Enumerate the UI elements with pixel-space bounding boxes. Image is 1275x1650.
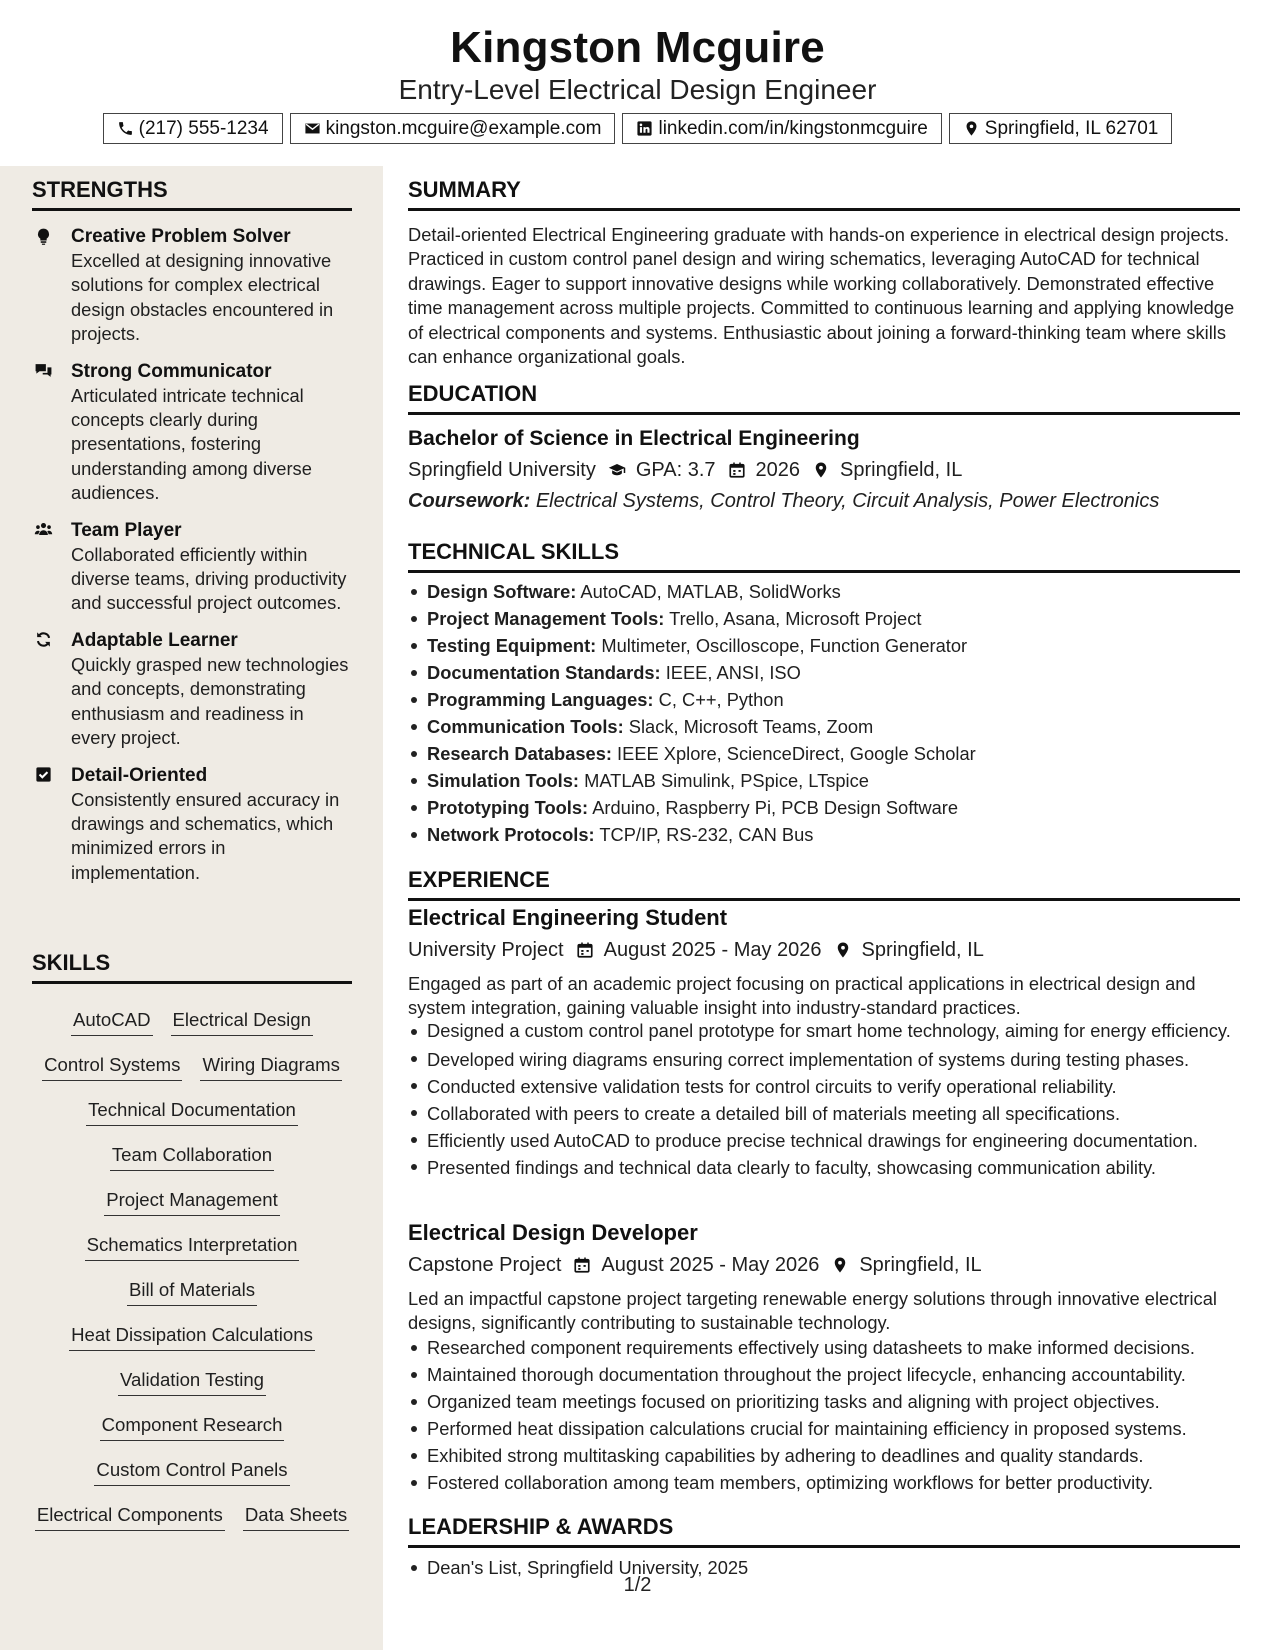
strength-title: Team Player — [71, 519, 182, 541]
list-item: Simulation Tools: MATLAB Simulink, PSpice, LTspice — [408, 767, 1240, 794]
degree-title: Bachelor of Science in Electrical Engineering — [408, 427, 860, 450]
skill-tag: Validation Testing — [118, 1363, 266, 1408]
contact-phone-text: (217) 555-1234 — [138, 117, 269, 139]
skill-tag: Wiring Diagrams — [200, 1048, 341, 1093]
job-title: Electrical Engineering Student — [408, 905, 728, 930]
contact-location-text: Springfield, IL 62701 — [984, 117, 1159, 139]
contact-bar — [0, 113, 1275, 144]
contact-linkedin — [622, 113, 941, 144]
list-item: Testing Equipment: Multimeter, Oscilloscope, Function Generator — [408, 632, 1240, 659]
page-number: 1/2 — [623, 1574, 652, 1596]
job-org: University Project — [408, 939, 564, 961]
gpa: GPA: 3.7 — [635, 459, 716, 481]
candidate-title: Entry-Level Electrical Design Engineer — [398, 74, 877, 105]
job-summary: Engaged as part of an academic project focusing on practical applications in electrical design and system integration, gaining valuable insight into industry-standard practices. — [408, 973, 1196, 1019]
summary-heading: SUMMARY — [408, 176, 1240, 211]
checkbox-icon — [34, 765, 53, 784]
list-item: Performed heat dissipation calculations crucial for maintaining efficiency in proposed systems. — [408, 1415, 1240, 1442]
list-item: Efficiently used AutoCAD to produce precise technical drawings for engineering documentation. — [408, 1127, 1240, 1154]
calendar-icon — [728, 461, 746, 479]
school-name: Springfield University — [408, 459, 596, 481]
calendar-icon — [576, 941, 594, 959]
experience-heading: EXPERIENCE — [408, 866, 1240, 901]
skills-heading: SKILLS — [32, 949, 352, 984]
list-item: Project Management Tools: Trello, Asana, Microsoft Project — [408, 605, 1240, 632]
list-item: Prototyping Tools: Arduino, Raspberry Pi, PCB Design Software — [408, 794, 1240, 821]
list-item: Exhibited strong multitasking capabilities by adhering to deadlines and quality standards. — [408, 1442, 1240, 1469]
school-location: Springfield, IL — [840, 459, 963, 481]
skill-tag: Component Research — [100, 1408, 285, 1453]
list-item: Network Protocols: TCP/IP, RS-232, CAN Bus — [408, 821, 1240, 848]
skill-tag: Team Collaboration — [110, 1138, 274, 1183]
list-item: Maintained thorough documentation throughout the project lifecycle, enhancing accountability. — [408, 1361, 1240, 1388]
sync-icon — [34, 630, 53, 649]
skill-tag: Schematics Interpretation — [85, 1228, 300, 1273]
contact-location — [949, 113, 1173, 144]
job-dates: August 2025 - May 2026 — [603, 939, 822, 961]
coursework-list: Electrical Systems, Control Theory, Circuit Analysis, Power Electronics — [535, 490, 1160, 512]
strength-desc: Consistently ensured accuracy in drawings and schematics, which minimized errors in implementation. — [71, 788, 340, 883]
summary-text: Detail-oriented Electrical Engineering graduate with hands-on experience in electrical design projects. Practiced in custom control panel design and wiring schematics, leveraging AutoCAD for technical drawings. Eager to support innovative designs while working collaboratively. Demonstrated effective time management across multiple projects. Committed to continuous learning and applying knowledge of electrical components and systems. Enthusiastic about joining a forward-thinking team where skills can enhance organizational goals. — [408, 224, 1235, 368]
list-item: Fostered collaboration among team members, optimizing workflows for better productivity. — [408, 1469, 1240, 1496]
strength-title: Detail-Oriented — [71, 764, 208, 786]
list-item: Research Databases: IEEE Xplore, ScienceDirect, Google Scholar — [408, 740, 1240, 767]
skill-tag: Technical Documentation — [86, 1093, 298, 1138]
strengths-heading: STRENGTHS — [32, 176, 352, 211]
education-heading: EDUCATION — [408, 380, 1240, 415]
list-item: Presented findings and technical data clearly to faculty, showcasing communication ability. — [408, 1154, 1240, 1181]
job-meta — [408, 1251, 982, 1279]
skill-tag: Bill of Materials — [127, 1273, 257, 1318]
skill-tag: Electrical Design — [171, 1003, 313, 1048]
strength-title: Strong Communicator — [71, 360, 272, 382]
map-pin-icon — [834, 941, 852, 959]
linkedin-icon — [636, 120, 653, 137]
list-item: Developed wiring diagrams ensuring correct implementation of systems during testing phases. — [408, 1046, 1240, 1073]
comments-icon — [34, 361, 53, 380]
phone-icon — [117, 120, 134, 137]
job-title: Electrical Design Developer — [408, 1220, 698, 1245]
job-org: Capstone Project — [408, 1254, 562, 1276]
skill-tag: AutoCAD — [71, 1003, 153, 1048]
skill-tag: Project Management — [104, 1183, 280, 1228]
job-bullets — [408, 1334, 1240, 1496]
strength-title: Creative Problem Solver — [71, 226, 291, 247]
strength-title: Adaptable Learner — [71, 629, 238, 651]
map-pin-icon — [963, 120, 980, 137]
skill-tag: Custom Control Panels — [94, 1453, 289, 1498]
list-item: Documentation Standards: IEEE, ANSI, ISO — [408, 659, 1240, 686]
strength-item — [32, 224, 352, 347]
job-dates: August 2025 - May 2026 — [601, 1254, 820, 1276]
coursework — [408, 487, 1159, 515]
list-item: Programming Languages: C, C++, Python — [408, 686, 1240, 713]
education-meta — [408, 456, 962, 484]
skill-tag: Data Sheets — [243, 1498, 349, 1543]
list-item: Collaborated with peers to create a detailed bill of materials meeting all specifications. — [408, 1100, 1240, 1127]
lightbulb-icon — [34, 227, 53, 246]
strength-desc: Collaborated efficiently within diverse teams, driving productivity and successful project outcomes. — [71, 543, 347, 614]
contact-phone — [103, 113, 283, 144]
users-icon — [34, 520, 53, 539]
contact-email — [290, 113, 616, 144]
strengths-list — [32, 224, 352, 897]
envelope-icon — [304, 120, 321, 137]
graduation-cap-icon — [608, 461, 626, 479]
list-item: Design Software: AutoCAD, MATLAB, SolidWorks — [408, 578, 1240, 605]
strength-item — [32, 518, 352, 616]
skills-tags — [32, 1003, 352, 1543]
list-item: Researched component requirements effectively using datasheets to make informed decisions. — [408, 1334, 1240, 1361]
list-item: Conducted extensive validation tests for control circuits to verify operational reliability. — [408, 1073, 1240, 1100]
strength-desc: Quickly grasped new technologies and concepts, demonstrating enthusiasm and readiness in every project. — [71, 653, 349, 749]
map-pin-icon — [812, 461, 830, 479]
list-item: Designed a custom control panel prototype for smart home technology, aiming for energy efficiency. — [408, 1019, 1240, 1046]
job-summary: Led an impactful capstone project targeting renewable energy solutions through innovative electrical designs, significantly contributing to sustainable technology. — [408, 1288, 1217, 1334]
map-pin-icon — [831, 1256, 849, 1274]
skill-tag: Heat Dissipation Calculations — [69, 1318, 315, 1363]
list-item: Communication Tools: Slack, Microsoft Teams, Zoom — [408, 713, 1240, 740]
job-meta — [408, 936, 984, 964]
leadership-heading: LEADERSHIP & AWARDS — [408, 1513, 1240, 1548]
job-location: Springfield, IL — [859, 1254, 982, 1276]
contact-linkedin-text: linkedin.com/in/kingstonmcguire — [658, 117, 928, 139]
strength-desc: Excelled at designing innovative solutions for complex electrical design obstacles encountered in projects. — [71, 250, 334, 345]
strength-item — [32, 763, 352, 886]
calendar-icon — [573, 1256, 591, 1274]
job-bullets — [408, 1019, 1240, 1181]
list-item: Dean's List, Springfield University, 2025 — [408, 1554, 1240, 1581]
coursework-label: Coursework: — [408, 490, 531, 512]
skill-tag: Electrical Components — [35, 1498, 225, 1543]
skill-tag: Control Systems — [42, 1048, 182, 1093]
candidate-name: Kingston Mcguire — [450, 23, 825, 72]
job-location: Springfield, IL — [861, 939, 984, 961]
strength-item — [32, 359, 352, 506]
list-item: Organized team meetings focused on prioritizing tasks and aligning with project objectives. — [408, 1388, 1240, 1415]
resume-header — [0, 0, 1275, 166]
strength-item — [32, 628, 352, 751]
sidebar — [0, 166, 383, 1650]
strength-desc: Articulated intricate technical concepts clearly during presentations, fostering understanding among diverse audiences. — [71, 384, 312, 504]
graduation-year: 2026 — [755, 459, 801, 481]
contact-email-text: kingston.mcguire@example.com — [325, 117, 602, 139]
technical-skills-heading: TECHNICAL SKILLS — [408, 538, 1240, 573]
technical-skills-list — [408, 578, 1240, 848]
